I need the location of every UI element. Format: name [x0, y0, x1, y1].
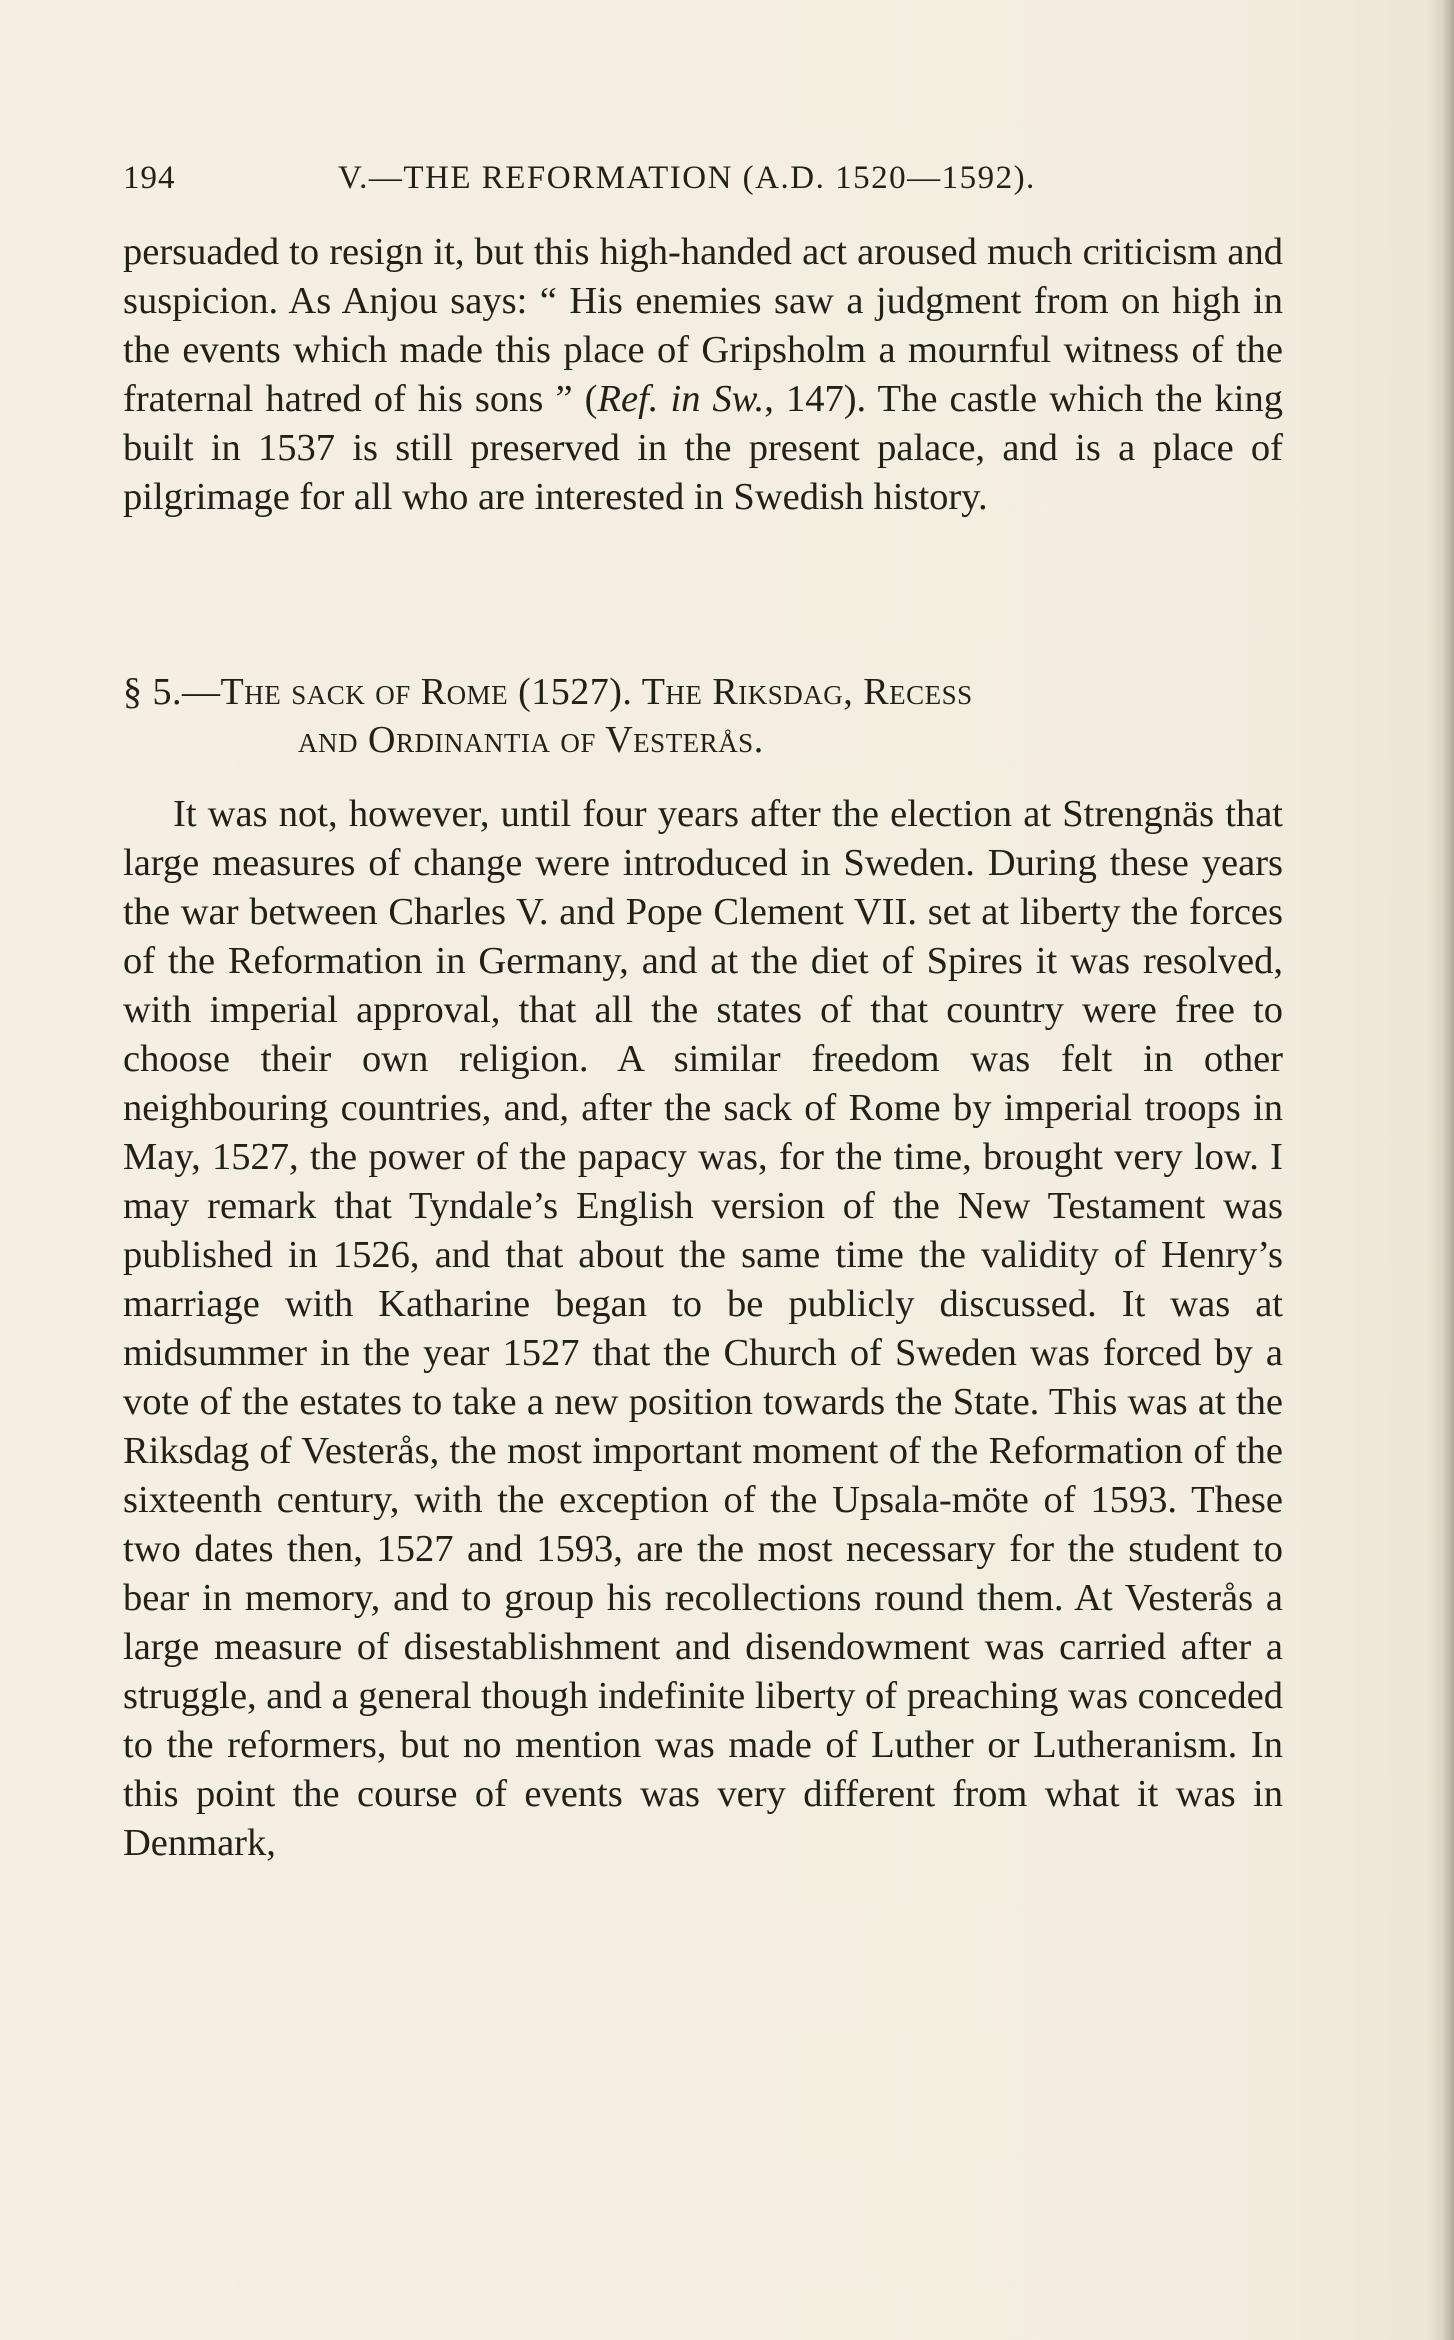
section-heading: [123, 668, 1283, 764]
running-head: V.—THE REFORMATION (A.D. 1520—1592).: [338, 160, 1036, 196]
page-edge-shadow: [1426, 0, 1454, 2340]
paragraph-2-text: It was not, however, until four years after the election at Strengnäs that large measures of change were introduced in Sweden. During these years the war between Charles V. and Pope Clement VII. set at liberty the forces of the Reformation in Germany, and at the diet of Spires it was resolved, with imperial approval, that all the states of that country were free to choose their own religion. A similar freedom was felt in other neighbouring countries, and, after the sack of Rome by imperial troops in May, 1527, the power of the papacy was, for the time, brought very low. I may remark that Tyndale’s English version of the New Testament was published in 1526, and that about the same time the validity of Henry’s marriage with Katharine began to be publicly discussed. It was at midsummer in the year 1527 that the Church of Sweden was forced by a vote of the estates to take a new position towards the State. This was at the Riksdag of Vesterås, the most important moment of the Reformation of the sixteenth century, with the exception of the Upsala-möte of 1593. These two dates then, 1527 and 1593, are the most necessary for the student to bear in memory, and to group his recollections round them. At Vesterås a large measure of disestablishment and disendowment was carried after a struggle, and a general though indefinite liberty of preaching was conceded to the reformers, but no mention was made of Luther or Lutheranism. In this point the course of events was very different from what it was in Denmark,: [123, 793, 1283, 1864]
paragraph-1-text-b: , 147). The castle which the king built in 1537 is still preserved in the present palace, and is a place of pilgrimage for all who are interested in Swedish history.: [123, 378, 1283, 518]
paragraph-1-text-a: persuaded to resign it, but this high-handed act aroused much criticism and suspicion. As Anjou says: “ His enemies saw a judgment from on high in the events which made this place of Gripsholm a mournful witness of the fraternal hatred of his sons ” (: [123, 231, 1283, 420]
paragraph-2: [123, 790, 1283, 1868]
section-heading-line-2: and Ordinantia of Vesterås.: [298, 719, 764, 761]
reference-abbrev: Sw.: [700, 378, 765, 420]
section-heading-line-1: § 5.—The sack of Rome (1527). The Riksdag, Recess: [123, 671, 973, 713]
page-number: 194: [123, 160, 176, 196]
reference-italic: Ref. in: [597, 378, 701, 420]
paragraph-1: [123, 228, 1283, 522]
page-header: [123, 160, 1283, 200]
